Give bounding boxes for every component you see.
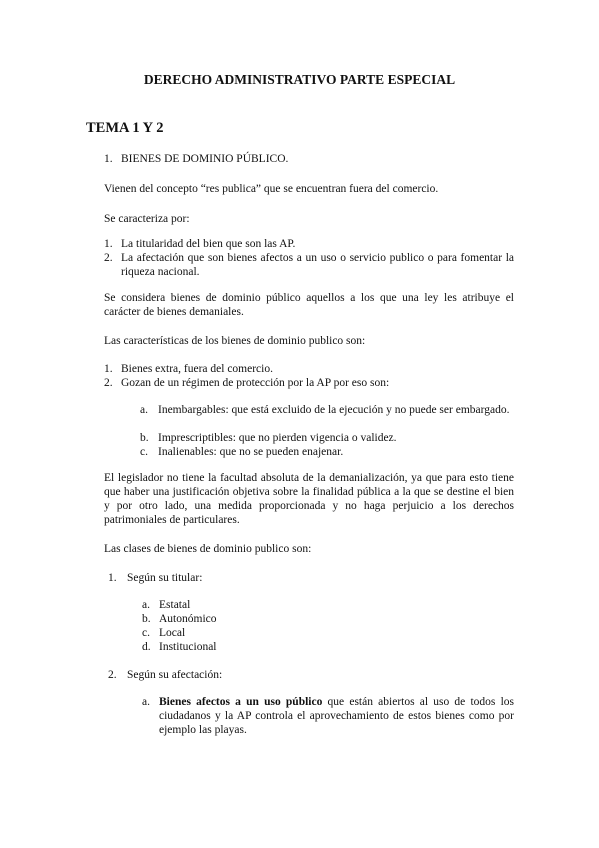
list-text: Inembargables: que está excluido de la ejecución y no puede ser embargado. bbox=[158, 404, 510, 416]
list-text: Bienes extra, fuera del comercio. bbox=[121, 363, 273, 375]
paragraph-clases: Las clases de bienes de dominio publico son: bbox=[104, 543, 312, 555]
list-item bbox=[104, 362, 514, 376]
document-title: DERECHO ADMINISTRATIVO PARTE ESPECIAL bbox=[143, 72, 456, 87]
list-number: 2. bbox=[104, 252, 113, 264]
list-letter: b. bbox=[142, 613, 151, 625]
list-item bbox=[104, 237, 514, 251]
list-item bbox=[142, 626, 342, 640]
list-item bbox=[142, 640, 342, 654]
list-text bbox=[159, 695, 514, 737]
list-text: La afectación que son bienes afectos a un uso o servicio publico o para fomentar la riqueza nacional. bbox=[121, 252, 514, 278]
list-item bbox=[142, 695, 514, 737]
list-item bbox=[140, 431, 514, 445]
section-heading: TEMA 1 Y 2 bbox=[86, 120, 164, 136]
term-description: que están abiertos al uso de todos los ciudadanos y la AP controla el aprovechamiento de estos bienes como por ejemplo las playas. bbox=[159, 696, 515, 736]
list-text: Institucional bbox=[159, 641, 217, 653]
list-text: Imprescriptibles: que no pierden vigencia o validez. bbox=[158, 432, 397, 444]
sublist-afectacion bbox=[142, 695, 514, 737]
list-item bbox=[140, 445, 514, 459]
list-number: 1. bbox=[108, 572, 117, 584]
list-text: Inalienables: que no se pueden enajenar. bbox=[158, 446, 344, 458]
list-letter: a. bbox=[140, 404, 148, 416]
list-caracteristicas bbox=[104, 362, 514, 390]
list-text: Gozan de un régimen de protección por la AP por eso son: bbox=[121, 377, 390, 389]
list-letter: c. bbox=[140, 446, 148, 458]
list-number: 2. bbox=[108, 669, 117, 681]
list-item bbox=[142, 598, 342, 612]
paragraph-res-publica: Vienen del concepto “res publica” que se encuentran fuera del comercio. bbox=[104, 183, 439, 195]
sublist-proteccion bbox=[140, 403, 514, 459]
paragraph-caracteristicas: Las características de los bienes de dominio publico son: bbox=[104, 335, 366, 347]
list-number: 1. bbox=[104, 363, 113, 375]
list-text: Estatal bbox=[159, 599, 191, 611]
heading-text: BIENES DE DOMINIO PÚBLICO. bbox=[121, 153, 289, 165]
list-caracteriza bbox=[104, 237, 514, 279]
bold-term: Bienes afectos a un uso público bbox=[159, 696, 323, 708]
list-text: Según su afectación: bbox=[127, 669, 223, 681]
heading-number: 1. bbox=[104, 153, 113, 165]
sublist-titular bbox=[142, 598, 342, 654]
list-item bbox=[104, 376, 514, 390]
paragraph-caracteriza: Se caracteriza por: bbox=[104, 213, 190, 225]
list-text: Autonómico bbox=[159, 613, 217, 625]
list-item bbox=[104, 251, 514, 279]
list-number: 1. bbox=[104, 238, 113, 250]
list-letter: b. bbox=[140, 432, 149, 444]
paragraph-legislador: El legislador no tiene la facultad absoluta de la demanialización, ya que para esto tiene que haber una justificación objetiva sobre la finalidad pública a la que se destine el bien y por otro lado, una medida proporcionada y no haga perjuicio a los derechos patrimoniales de particulares. bbox=[104, 472, 514, 526]
list-letter: d. bbox=[142, 641, 151, 653]
list-letter: a. bbox=[142, 599, 150, 611]
list-number: 2. bbox=[104, 377, 113, 389]
list-letter: c. bbox=[142, 627, 150, 639]
list-text: Local bbox=[159, 627, 186, 639]
list-text: Según su titular: bbox=[127, 572, 203, 584]
list-item bbox=[140, 403, 514, 431]
list-letter: a. bbox=[142, 696, 150, 708]
paragraph-considera: Se considera bienes de dominio público aquellos a los que una ley les atribuye el carácter de bienes demaniales. bbox=[104, 292, 514, 318]
list-item bbox=[142, 612, 342, 626]
list-text: La titularidad del bien que son las AP. bbox=[121, 238, 296, 250]
